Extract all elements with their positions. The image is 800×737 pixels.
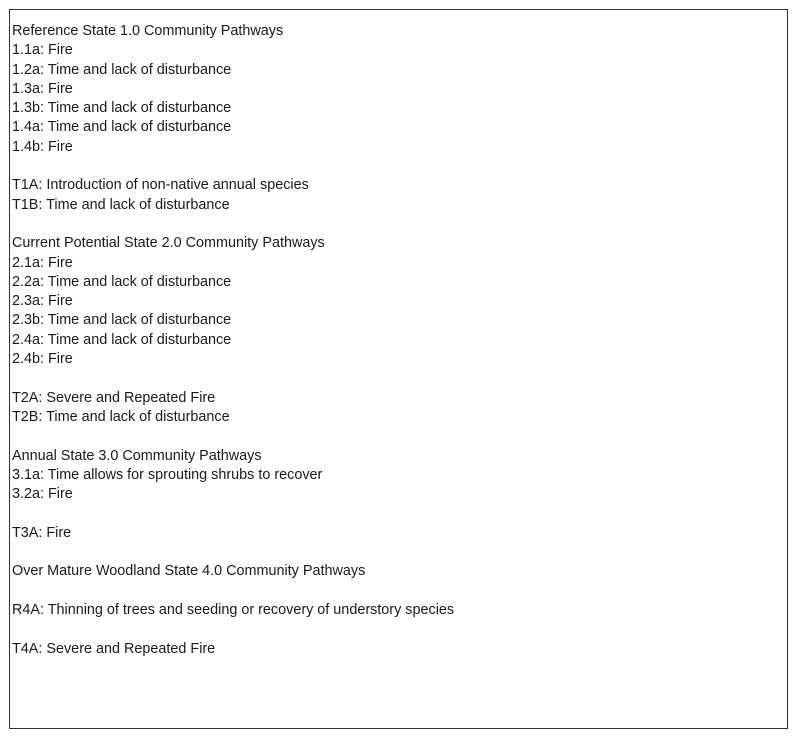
section-heading: Annual State 3.0 Community Pathways: [12, 447, 262, 464]
section-over-mature-woodland-state: [12, 562, 783, 581]
pathway-line: 2.2a: Time and lack of disturbance: [12, 273, 232, 290]
transition-line: T4A: Severe and Repeated Fire: [12, 640, 216, 657]
section-transitions-1: [12, 176, 783, 215]
pathway-line: 2.4b: Fire: [12, 351, 73, 368]
restoration-line: R4A: Thinning of trees and seeding or recovery of understory species: [12, 601, 455, 618]
section-spacer: [12, 427, 783, 446]
section-spacer: [12, 582, 783, 601]
section-annual-state: [12, 447, 783, 505]
pathway-line: 2.3b: Time and lack of disturbance: [12, 312, 232, 329]
section-spacer: [12, 504, 783, 523]
pathway-line: 1.3b: Time and lack of disturbance: [12, 100, 232, 117]
pathway-line: 1.2a: Time and lack of disturbance: [12, 61, 232, 78]
pathway-line: 2.3a: Fire: [12, 293, 73, 310]
pathway-line: 3.1a: Time allows for sprouting shrubs to recover: [12, 466, 323, 483]
section-spacer: [12, 157, 783, 176]
transition-line: T2A: Severe and Repeated Fire: [12, 389, 216, 406]
document-frame: [9, 9, 788, 729]
pathway-line: 1.3a: Fire: [12, 80, 73, 97]
pathway-line: 2.4a: Time and lack of disturbance: [12, 331, 232, 348]
pathway-line: 1.4a: Time and lack of disturbance: [12, 119, 232, 136]
section-current-potential-state: [12, 234, 783, 369]
section-spacer: [12, 620, 783, 639]
transition-line: T1B: Time and lack of disturbance: [12, 196, 230, 213]
section-spacer: [12, 369, 783, 388]
section-restoration-4: [12, 601, 783, 620]
pathway-line: 1.1a: Fire: [12, 42, 73, 59]
section-transitions-2: [12, 389, 783, 428]
section-heading: Current Potential State 2.0 Community Pathways: [12, 235, 325, 252]
transition-line: T1A: Introduction of non-native annual species: [12, 177, 309, 194]
section-heading: Reference State 1.0 Community Pathways: [12, 23, 284, 39]
pathway-line: 2.1a: Fire: [12, 254, 73, 271]
transition-line: T2B: Time and lack of disturbance: [12, 408, 230, 425]
section-transitions-3: [12, 524, 783, 543]
document-content: [12, 22, 783, 659]
section-transitions-4: [12, 640, 783, 659]
section-heading: Over Mature Woodland State 4.0 Community Pathways: [12, 563, 366, 580]
section-spacer: [12, 543, 783, 562]
section-spacer: [12, 215, 783, 234]
transition-line: T3A: Fire: [12, 524, 72, 541]
pathway-line: 3.2a: Fire: [12, 486, 73, 503]
section-reference-state: [12, 22, 783, 157]
pathway-line: 1.4b: Fire: [12, 138, 73, 155]
